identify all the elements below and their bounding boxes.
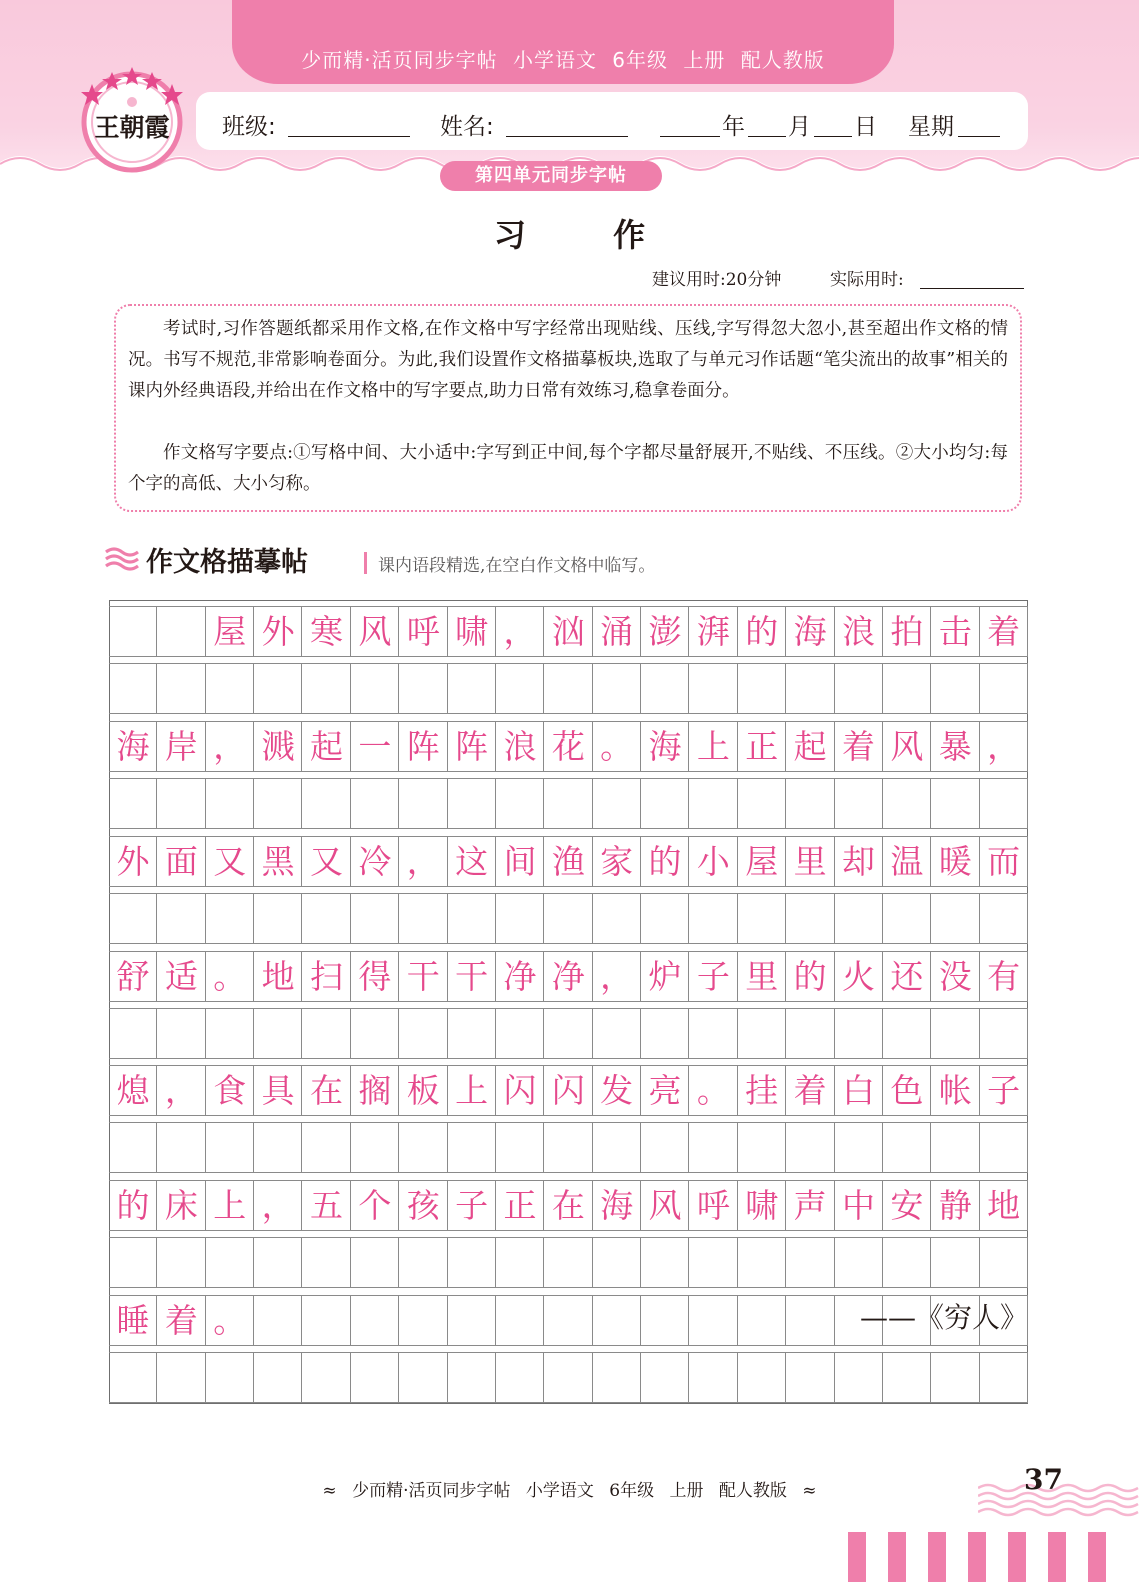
practice-cell[interactable] <box>689 664 737 714</box>
practice-cell[interactable] <box>689 1009 737 1059</box>
practice-cell[interactable] <box>835 1238 883 1288</box>
trace-character: 还 <box>890 956 924 996</box>
practice-cell[interactable] <box>351 664 399 714</box>
practice-cell[interactable] <box>206 894 254 944</box>
practice-cell[interactable] <box>786 894 834 944</box>
trace-character: 板 <box>406 1071 440 1111</box>
header-series-title: 少而精·活页同步字帖 小学语文 6年级 上册 配人教版 <box>301 48 825 72</box>
trace-character: 的 <box>793 956 827 996</box>
trace-character: 扫 <box>309 956 343 996</box>
practice-cell[interactable] <box>544 1238 592 1288</box>
practice-cell[interactable] <box>206 1238 254 1288</box>
practice-cell[interactable] <box>351 1123 399 1173</box>
trace-character: 湃 <box>696 612 730 651</box>
class-label: 班级: <box>222 114 276 140</box>
trace-character: 个 <box>358 1186 392 1226</box>
trace-character: 。 <box>600 726 634 766</box>
svg-text:王朝霞: 王朝霞 <box>94 113 170 142</box>
practice-cell[interactable] <box>448 664 496 714</box>
practice-cell[interactable] <box>883 1238 931 1288</box>
practice-cell[interactable] <box>593 894 641 944</box>
trace-character: 。 <box>213 1301 247 1341</box>
trace-character: ， <box>503 612 537 651</box>
practice-cell[interactable] <box>786 779 834 829</box>
practice-cell[interactable] <box>593 1353 641 1403</box>
practice-cell[interactable] <box>738 1009 786 1059</box>
trace-character: 帐 <box>938 1071 972 1111</box>
trace-character: 的 <box>648 841 682 881</box>
practice-cell[interactable] <box>931 1238 979 1288</box>
trace-character: 呼 <box>696 1186 730 1226</box>
practice-cell[interactable] <box>254 1238 302 1288</box>
trace-character: 没 <box>938 956 972 996</box>
practice-cell[interactable] <box>931 1123 979 1173</box>
practice-cell[interactable] <box>689 779 737 829</box>
trace-character: 发 <box>600 1071 634 1111</box>
trace-cell[interactable] <box>254 1296 302 1346</box>
trace-character: 澎 <box>648 612 682 651</box>
practice-cell[interactable] <box>980 779 1028 829</box>
trace-character: 涌 <box>600 612 634 651</box>
brand-logo-icon <box>76 62 188 174</box>
trace-character: 五 <box>309 1186 343 1226</box>
practice-cell[interactable] <box>254 894 302 944</box>
intro-paragraph-1: 考试时,习作答题纸都采用作文格,在作文格中写字经常出现贴线、压线,字写得忽大忽小,甚至超出作文格的情况。书写不规范,非常影响卷面分。为此,我们设置作文格描摹板块,选取了与单元习作话题“笔尖流出的故事”相关的课内外经典语段,并给出在作文格中的写字要点,助力日常有效练习,稳拿卷面分。 <box>128 319 1008 401</box>
trace-character: 风 <box>890 726 924 766</box>
practice-cell[interactable] <box>980 1123 1028 1173</box>
trace-character: 色 <box>890 1071 924 1111</box>
practice-cell[interactable] <box>109 779 157 829</box>
practice-cell[interactable] <box>109 1238 157 1288</box>
trace-cell[interactable] <box>689 1296 737 1346</box>
practice-cell[interactable] <box>254 779 302 829</box>
actual-time-field[interactable] <box>920 288 1024 289</box>
passage-attribution: ——《穷人》 <box>859 1301 1028 1334</box>
practice-cell[interactable] <box>931 779 979 829</box>
trace-character: 火 <box>842 956 876 996</box>
practice-cell[interactable] <box>835 1123 883 1173</box>
practice-cell[interactable] <box>496 1238 544 1288</box>
trace-character: 岸 <box>164 726 198 766</box>
trace-cell[interactable] <box>109 607 157 657</box>
practice-cell[interactable] <box>738 664 786 714</box>
practice-cell[interactable] <box>496 1123 544 1173</box>
trace-character: 地 <box>987 1186 1021 1226</box>
trace-character: 具 <box>261 1071 295 1111</box>
month-field[interactable] <box>748 136 786 137</box>
practice-cell[interactable] <box>931 664 979 714</box>
practice-cell[interactable] <box>835 779 883 829</box>
trace-character: 里 <box>793 841 827 881</box>
practice-cell[interactable] <box>883 1123 931 1173</box>
practice-cell[interactable] <box>157 779 205 829</box>
trace-character: 面 <box>164 841 198 881</box>
trace-character: 浪 <box>842 612 876 651</box>
trace-character: 里 <box>745 956 779 996</box>
trace-character: 小 <box>696 841 730 881</box>
practice-cell[interactable] <box>302 894 350 944</box>
weekday-label: 星期 <box>908 114 954 140</box>
trace-character: 溅 <box>261 726 295 766</box>
trace-character: 屋 <box>745 841 779 881</box>
trace-character: 净 <box>551 956 585 996</box>
trace-character: 搁 <box>358 1071 392 1111</box>
practice-cell[interactable] <box>931 1353 979 1403</box>
practice-cell[interactable] <box>786 1123 834 1173</box>
trace-character: 闪 <box>503 1071 537 1111</box>
practice-cell[interactable] <box>883 779 931 829</box>
trace-character: ， <box>164 1071 198 1111</box>
trace-character: 净 <box>503 956 537 996</box>
practice-cell[interactable] <box>786 1353 834 1403</box>
trace-character: 温 <box>890 841 924 881</box>
trace-character: 着 <box>793 1071 827 1111</box>
trace-character: 上 <box>213 1186 247 1226</box>
practice-cell[interactable] <box>254 1353 302 1403</box>
practice-cell[interactable] <box>689 894 737 944</box>
practice-cell[interactable] <box>351 1353 399 1403</box>
practice-cell[interactable] <box>206 1009 254 1059</box>
trace-character: ， <box>406 841 440 881</box>
trace-character: 家 <box>600 841 634 881</box>
trace-character: 浪 <box>503 726 537 766</box>
practice-cell[interactable] <box>109 1123 157 1173</box>
trace-cell[interactable] <box>448 1296 496 1346</box>
practice-cell[interactable] <box>544 1123 592 1173</box>
trace-character: ， <box>600 956 634 996</box>
practice-cell[interactable] <box>883 1009 931 1059</box>
trace-character: 在 <box>551 1186 585 1226</box>
year-label: 年 <box>722 114 745 140</box>
trace-character: 炉 <box>648 956 682 996</box>
practice-cell[interactable] <box>109 894 157 944</box>
practice-cell[interactable] <box>302 1009 350 1059</box>
practice-cell[interactable] <box>448 1238 496 1288</box>
trace-character: 外 <box>116 841 150 881</box>
trace-character: 舒 <box>116 956 150 996</box>
practice-cell[interactable] <box>399 1009 447 1059</box>
practice-cell[interactable] <box>399 894 447 944</box>
suggested-time: 建议用时:20分钟 <box>652 270 782 290</box>
trace-character: 正 <box>503 1186 537 1226</box>
trace-character: ， <box>261 1186 295 1226</box>
trace-character: 啸 <box>745 1186 779 1226</box>
practice-cell[interactable] <box>738 894 786 944</box>
page-number: 37 <box>1024 1463 1063 1496</box>
unit-label-pill: 第四单元同步字帖 <box>440 161 662 191</box>
practice-cell[interactable] <box>980 664 1028 714</box>
trace-character: 外 <box>261 612 295 651</box>
practice-cell[interactable] <box>302 664 350 714</box>
practice-cell[interactable] <box>544 779 592 829</box>
trace-character: 亮 <box>648 1071 682 1111</box>
practice-cell[interactable] <box>980 1009 1028 1059</box>
practice-cell[interactable] <box>689 1353 737 1403</box>
practice-cell[interactable] <box>593 779 641 829</box>
wave-lines-icon <box>104 546 140 572</box>
practice-cell[interactable] <box>593 1009 641 1059</box>
footer-series-title: ≈ 少而精·活页同步字帖 小学语文 6年级 上册 配人教版 ≈ <box>322 1481 817 1501</box>
trace-character: 食 <box>213 1071 247 1111</box>
trace-character: 中 <box>842 1186 876 1226</box>
trace-character: 子 <box>455 1186 489 1226</box>
footer-stripe <box>1088 1532 1106 1582</box>
practice-cell[interactable] <box>399 1353 447 1403</box>
practice-cell[interactable] <box>109 1009 157 1059</box>
trace-character: ， <box>213 726 247 766</box>
trace-character: 得 <box>358 956 392 996</box>
trace-character: 啸 <box>455 612 489 651</box>
practice-cell[interactable] <box>544 1009 592 1059</box>
trace-character: 安 <box>890 1186 924 1226</box>
trace-character: 阵 <box>406 726 440 766</box>
practice-cell[interactable] <box>351 1009 399 1059</box>
student-info-bar <box>196 92 1028 150</box>
trace-cell[interactable] <box>641 1296 689 1346</box>
practice-cell[interactable] <box>448 1009 496 1059</box>
footer-stripe <box>848 1532 866 1582</box>
practice-cell[interactable] <box>931 1009 979 1059</box>
practice-cell[interactable] <box>351 779 399 829</box>
trace-character: 正 <box>745 726 779 766</box>
name-label: 姓名: <box>440 114 494 140</box>
practice-cell[interactable] <box>351 1238 399 1288</box>
trace-character: 又 <box>309 841 343 881</box>
practice-cell[interactable] <box>399 779 447 829</box>
trace-character: 白 <box>842 1071 876 1111</box>
trace-character: 暖 <box>938 841 972 881</box>
practice-cell[interactable] <box>157 1009 205 1059</box>
practice-cell[interactable] <box>641 1123 689 1173</box>
practice-cell[interactable] <box>593 1123 641 1173</box>
trace-character: 暴 <box>938 726 972 766</box>
practice-cell[interactable] <box>448 1123 496 1173</box>
day-field[interactable] <box>814 136 852 137</box>
trace-character: 拍 <box>890 612 924 651</box>
practice-cell[interactable] <box>641 1009 689 1059</box>
month-label: 月 <box>788 114 811 140</box>
trace-character: 海 <box>600 1186 634 1226</box>
practice-cell[interactable] <box>931 894 979 944</box>
practice-cell[interactable] <box>593 1238 641 1288</box>
footer-stripe <box>888 1532 906 1582</box>
trace-character: 适 <box>164 956 198 996</box>
practice-cell[interactable] <box>544 1353 592 1403</box>
practice-cell[interactable] <box>448 894 496 944</box>
practice-cell[interactable] <box>302 1238 350 1288</box>
practice-cell[interactable] <box>448 1353 496 1403</box>
practice-cell[interactable] <box>448 779 496 829</box>
trace-character: 。 <box>213 956 247 996</box>
page-title: 习 作 <box>493 216 684 254</box>
practice-cell[interactable] <box>738 1123 786 1173</box>
practice-cell[interactable] <box>254 664 302 714</box>
practice-cell[interactable] <box>786 1009 834 1059</box>
practice-cell[interactable] <box>302 1353 350 1403</box>
trace-character: 却 <box>842 841 876 881</box>
trace-cell[interactable] <box>399 1296 447 1346</box>
practice-cell[interactable] <box>883 894 931 944</box>
practice-cell[interactable] <box>302 1123 350 1173</box>
trace-character: 冷 <box>358 841 392 881</box>
trace-character: 着 <box>842 726 876 766</box>
intro-paragraph-2: 作文格写字要点:①写格中间、大小适中:字写到正中间,每个字都尽量舒展开,不贴线、不压线。②大小均匀:每个字的高低、大小匀称。 <box>128 443 1008 494</box>
practice-cell[interactable] <box>496 894 544 944</box>
trace-character: ， <box>987 726 1021 766</box>
footer-stripe <box>1008 1532 1026 1582</box>
trace-character: 着 <box>987 612 1021 651</box>
practice-cell[interactable] <box>835 894 883 944</box>
practice-cell[interactable] <box>544 664 592 714</box>
trace-cell[interactable] <box>738 1296 786 1346</box>
trace-character: 这 <box>455 841 489 881</box>
practice-cell[interactable] <box>641 1238 689 1288</box>
trace-cell[interactable] <box>593 1296 641 1346</box>
practice-cell[interactable] <box>206 779 254 829</box>
trace-character: 而 <box>987 841 1021 881</box>
trace-character: 海 <box>648 726 682 766</box>
practice-cell[interactable] <box>883 1353 931 1403</box>
trace-character: 子 <box>696 956 730 996</box>
practice-cell[interactable] <box>109 1353 157 1403</box>
trace-character: 海 <box>116 726 150 766</box>
trace-character: 静 <box>938 1186 972 1226</box>
trace-character: 床 <box>164 1186 198 1226</box>
trace-character: 寒 <box>309 612 343 651</box>
practice-cell[interactable] <box>109 664 157 714</box>
trace-character: 熄 <box>116 1071 150 1111</box>
practice-cell[interactable] <box>835 1009 883 1059</box>
section-divider <box>364 552 367 574</box>
practice-cell[interactable] <box>206 1123 254 1173</box>
practice-cell[interactable] <box>496 1009 544 1059</box>
trace-character: 又 <box>213 841 247 881</box>
practice-cell[interactable] <box>206 664 254 714</box>
trace-character: 渔 <box>551 841 585 881</box>
practice-cell[interactable] <box>786 1238 834 1288</box>
practice-cell[interactable] <box>157 894 205 944</box>
trace-character: 海 <box>793 612 827 651</box>
trace-character: 的 <box>116 1186 150 1226</box>
practice-cell[interactable] <box>544 894 592 944</box>
practice-cell[interactable] <box>738 779 786 829</box>
trace-character: 子 <box>987 1071 1021 1111</box>
trace-character: 上 <box>455 1071 489 1111</box>
practice-cell[interactable] <box>835 1353 883 1403</box>
practice-cell[interactable] <box>496 664 544 714</box>
practice-cell[interactable] <box>883 664 931 714</box>
year-field[interactable] <box>660 136 720 137</box>
weekday-field[interactable] <box>958 136 1000 137</box>
practice-cell[interactable] <box>980 894 1028 944</box>
practice-cell[interactable] <box>302 779 350 829</box>
trace-cell[interactable] <box>302 1296 350 1346</box>
practice-cell[interactable] <box>689 1238 737 1288</box>
practice-cell[interactable] <box>641 664 689 714</box>
trace-character: 上 <box>696 726 730 766</box>
trace-character: 间 <box>503 841 537 881</box>
day-label: 日 <box>854 114 877 140</box>
practice-cell[interactable] <box>399 664 447 714</box>
trace-character: 孩 <box>406 1186 440 1226</box>
practice-cell[interactable] <box>157 1353 205 1403</box>
practice-cell[interactable] <box>786 664 834 714</box>
trace-character: 风 <box>358 612 392 651</box>
class-field[interactable] <box>288 136 410 137</box>
practice-cell[interactable] <box>689 1123 737 1173</box>
practice-cell[interactable] <box>351 894 399 944</box>
trace-character: 的 <box>745 612 779 651</box>
section-hint: 课内语段精选,在空白作文格中临写。 <box>378 556 656 576</box>
practice-cell[interactable] <box>157 1123 205 1173</box>
trace-character: 击 <box>938 612 972 651</box>
trace-character: 地 <box>261 956 295 996</box>
trace-character: 闪 <box>551 1071 585 1111</box>
practice-cell[interactable] <box>254 1009 302 1059</box>
trace-cell[interactable] <box>496 1296 544 1346</box>
practice-cell[interactable] <box>738 1353 786 1403</box>
practice-cell[interactable] <box>641 1353 689 1403</box>
practice-cell[interactable] <box>593 664 641 714</box>
footer-stripe <box>928 1532 946 1582</box>
practice-cell[interactable] <box>399 1123 447 1173</box>
practice-cell[interactable] <box>254 1123 302 1173</box>
trace-character: 花 <box>551 726 585 766</box>
actual-time-label: 实际用时: <box>830 270 904 290</box>
trace-character: 阵 <box>455 726 489 766</box>
trace-cell[interactable] <box>351 1296 399 1346</box>
practice-cell[interactable] <box>641 894 689 944</box>
practice-cell[interactable] <box>496 1353 544 1403</box>
footer-stripe <box>1048 1532 1066 1582</box>
section-title: 作文格描摹帖 <box>146 547 308 578</box>
trace-character: 声 <box>793 1186 827 1226</box>
trace-character: 。 <box>696 1071 730 1111</box>
practice-cell[interactable] <box>399 1238 447 1288</box>
practice-cell[interactable] <box>206 1353 254 1403</box>
practice-cell[interactable] <box>980 1238 1028 1288</box>
trace-character: 黑 <box>261 841 295 881</box>
practice-cell[interactable] <box>496 779 544 829</box>
trace-character: 在 <box>309 1071 343 1111</box>
trace-cell[interactable] <box>157 607 205 657</box>
practice-cell[interactable] <box>641 779 689 829</box>
practice-cell[interactable] <box>157 664 205 714</box>
trace-character: 屋 <box>213 612 247 651</box>
trace-character: 起 <box>793 726 827 766</box>
practice-cell[interactable] <box>835 664 883 714</box>
trace-character: 一 <box>358 726 392 766</box>
trace-character: 睡 <box>116 1301 150 1341</box>
footer-stripe <box>968 1532 986 1582</box>
trace-character: 着 <box>164 1301 198 1341</box>
trace-character: 起 <box>309 726 343 766</box>
name-field[interactable] <box>506 136 628 137</box>
trace-character: 干 <box>406 956 440 996</box>
practice-cell[interactable] <box>157 1238 205 1288</box>
trace-cell[interactable] <box>786 1296 834 1346</box>
practice-cell[interactable] <box>738 1238 786 1288</box>
trace-character: 挂 <box>745 1071 779 1111</box>
trace-character: 干 <box>455 956 489 996</box>
trace-character: 有 <box>987 956 1021 996</box>
trace-character: 汹 <box>551 612 585 651</box>
practice-cell[interactable] <box>980 1353 1028 1403</box>
trace-character: 风 <box>648 1186 682 1226</box>
trace-cell[interactable] <box>544 1296 592 1346</box>
trace-character: 呼 <box>406 612 440 651</box>
